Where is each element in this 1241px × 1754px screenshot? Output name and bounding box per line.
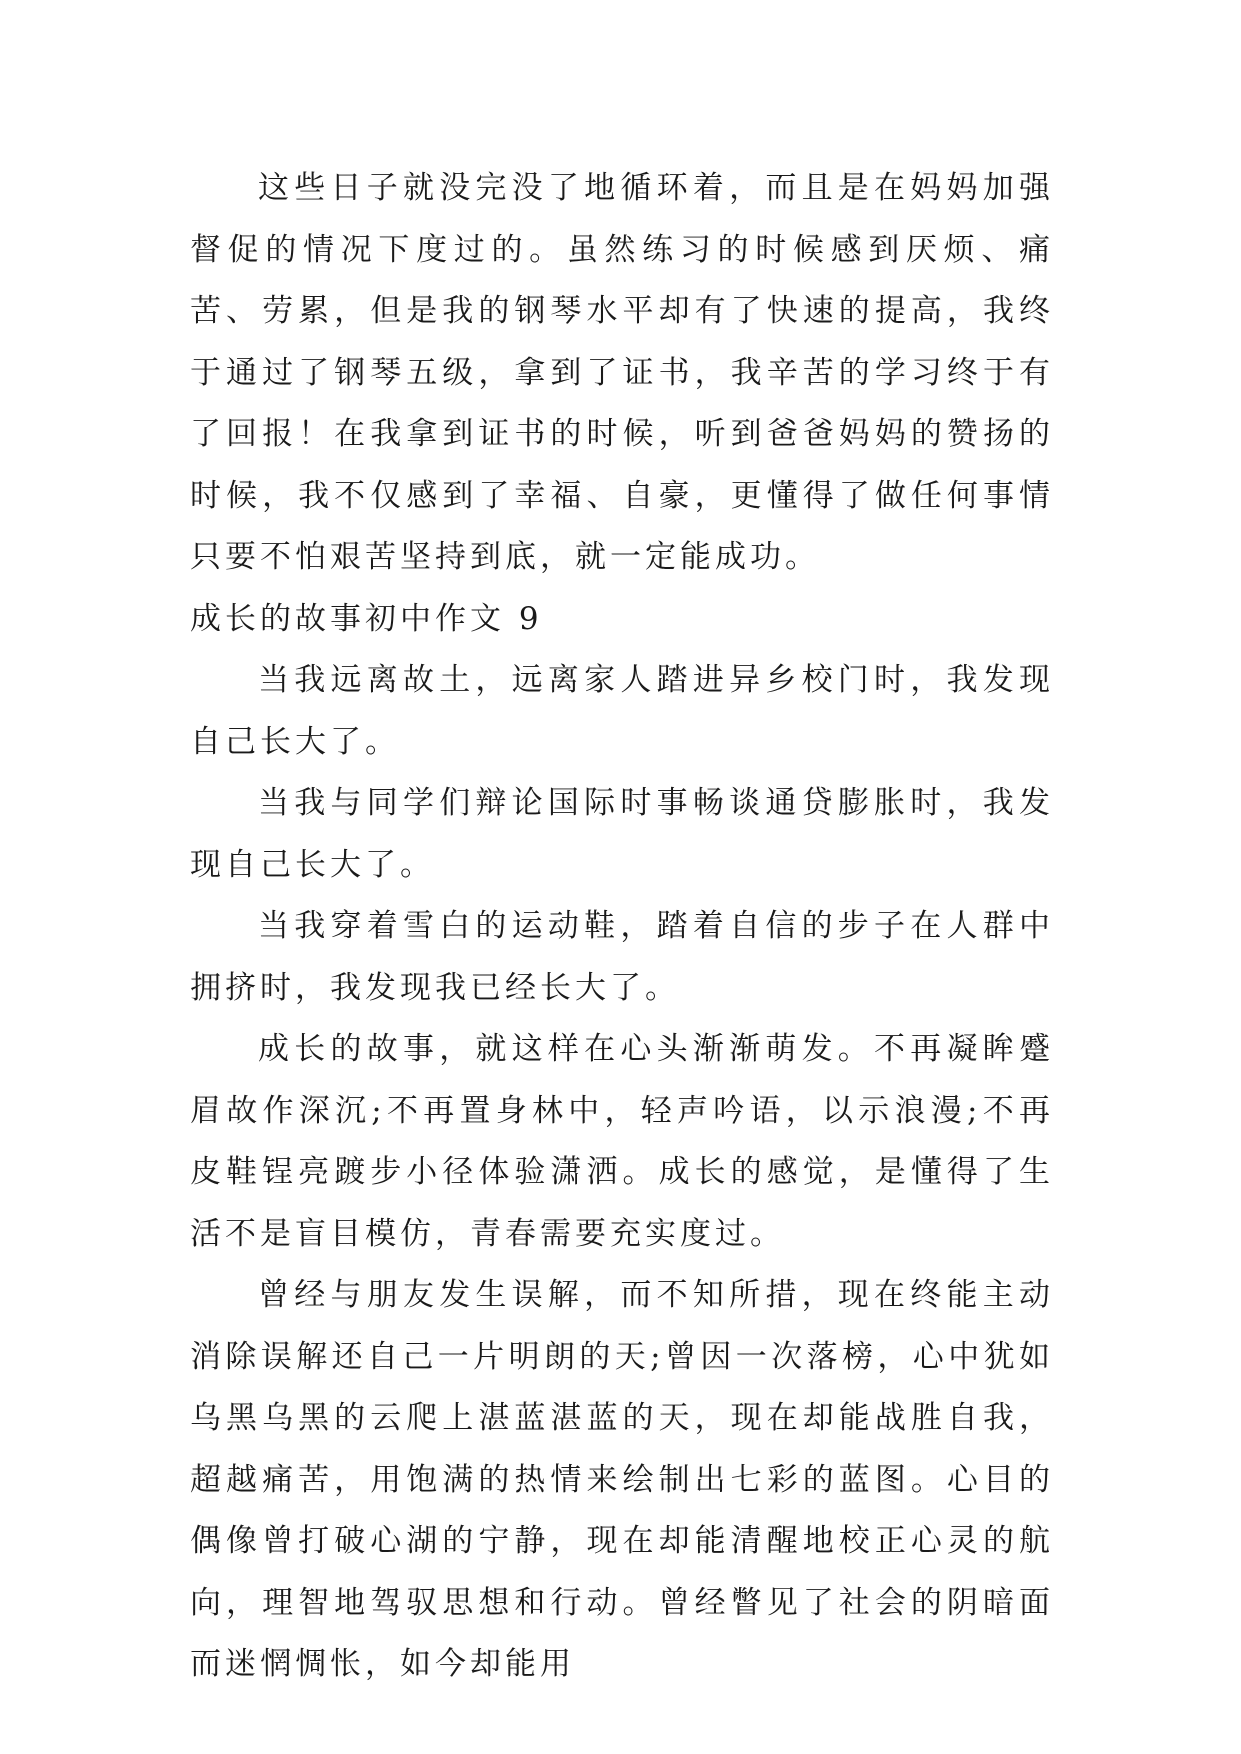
paragraph-piano: 这些日子就没完没了地循环着，而且是在妈妈加强督促的情况下度过的。虽然练习的时候感到厌烦、痛苦、劳累，但是我的钢琴水平却有了快速的提高，我终于通过了钢琴五级，拿到了证书，我辛苦的学习终于有了回报！在我拿到证书的时候，听到爸爸妈妈的赞扬的时候，我不仅感到了幸福、自豪，更懂得了做任何事情只要不怕艰苦坚持到底，就一定能成功。 — [190, 170, 1054, 575]
paragraph-sneakers: 当我穿着雪白的运动鞋，踏着自信的步子在人群中拥挤时，我发现我已经长大了。 — [190, 908, 1054, 1006]
paragraph-leaving-home: 当我远离故土，远离家人踏进异乡校门时，我发现自己长大了。 — [190, 662, 1054, 760]
paragraph-debate: 当我与同学们辩论国际时事畅谈通贷膨胀时，我发现自己长大了。 — [190, 785, 1054, 883]
document-page — [190, 158, 1054, 1696]
paragraph-growth-story: 成长的故事，就这样在心头渐渐萌发。不再凝眸蹙眉故作深沉;不再置身林中，轻声吟语，以示浪漫;不再皮鞋锃亮踱步小径体验潇洒。成长的感觉，是懂得了生活不是盲目模仿，青春需要充实度过。 — [190, 1031, 1054, 1252]
paragraph-misunderstanding: 曾经与朋友发生误解，而不知所措，现在终能主动消除误解还自己一片明朗的天;曾因一次落榜，心中犹如乌黑乌黑的云爬上湛蓝湛蓝的天，现在却能战胜自我，超越痛苦，用饱满的热情来绘制出七彩的蓝图。心目的偶像曾打破心湖的宁静，现在却能清醒地校正心灵的航向，理智地驾驭思想和行动。曾经瞥见了社会的阴暗面而迷惘惆怅，如今却能用 — [190, 1277, 1054, 1682]
section-heading: 成长的故事初中作文 9 — [190, 600, 543, 637]
